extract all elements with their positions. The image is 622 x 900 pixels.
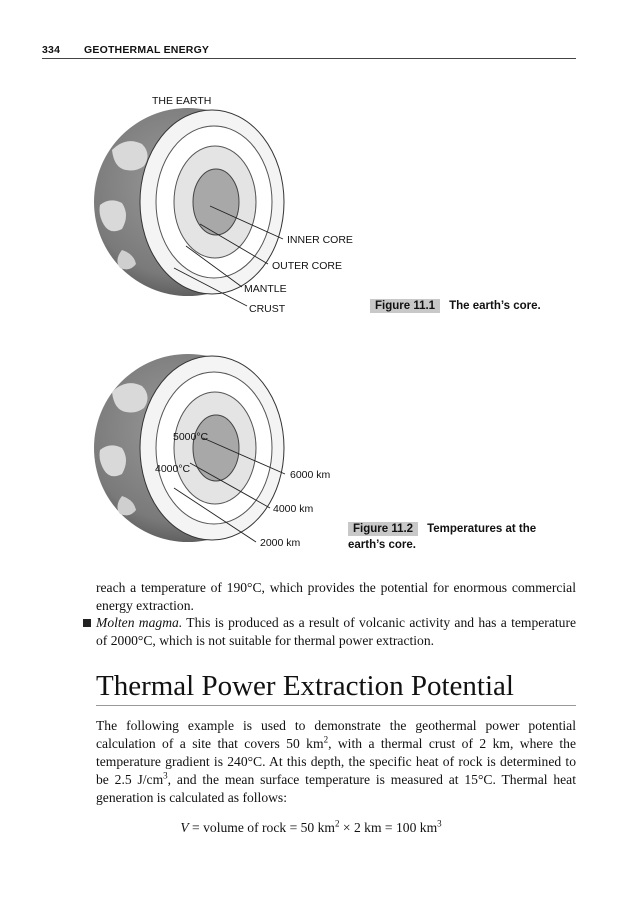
volume-formula bbox=[0, 820, 622, 836]
figure1-caption-text: The earth’s core. bbox=[449, 300, 541, 312]
label-crust: CRUST bbox=[249, 303, 286, 315]
label-depth-4000: 4000 km bbox=[273, 503, 314, 515]
figure1-number: Figure 11.1 bbox=[370, 299, 440, 313]
earth-globe-2 bbox=[94, 354, 284, 542]
chapter-title: GEOTHERMAL ENERGY bbox=[84, 44, 210, 56]
earth-globe-1 bbox=[94, 108, 284, 296]
label-temp-5000: 5000°C bbox=[173, 431, 209, 443]
intro-text-1: The following example is used to demonstrate the geothermal power potential calculation of a site that covers 50 km bbox=[96, 718, 576, 751]
figure2-number: Figure 11.2 bbox=[348, 522, 418, 536]
label-depth-6000: 6000 km bbox=[290, 469, 331, 481]
formula-sup-2: 3 bbox=[437, 818, 442, 829]
figure2-caption-line2: earth’s core. bbox=[348, 539, 416, 551]
label-depth-2000: 2000 km bbox=[260, 537, 301, 549]
formula-sup-1: 2 bbox=[335, 818, 340, 829]
intro-text-2: , with a thermal crust of 2 km, where the temperature gradient is 240°C. At this depth, the specific heat of rock is determined to be 2.5 J/cm bbox=[96, 736, 576, 787]
label-temp-4000: 4000°C bbox=[155, 463, 191, 475]
intro-sup-1: 2 bbox=[323, 734, 329, 745]
formula-text-1: = volume of rock = 50 km bbox=[188, 820, 335, 835]
label-mantle: MANTLE bbox=[244, 283, 287, 295]
intro-text-3: , and the mean surface temperature is measured at 15°C. Thermal heat generation is calculated as follows: bbox=[96, 772, 576, 805]
label-outer-core: OUTER CORE bbox=[272, 260, 343, 272]
bullet-term: Molten magma. bbox=[96, 615, 183, 630]
label-inner-core: INNER CORE bbox=[287, 234, 353, 246]
bullet-square-icon bbox=[83, 619, 91, 627]
bullet-molten-magma bbox=[96, 614, 576, 650]
figure2-caption bbox=[348, 521, 536, 553]
section-heading: Thermal Power Extraction Potential bbox=[96, 668, 576, 706]
figure2-caption-line1: Temperatures at the bbox=[427, 523, 537, 535]
page-number: 334 bbox=[42, 44, 61, 56]
formula-variable: V bbox=[180, 820, 189, 835]
paragraph-continued: reach a temperature of 190°C, which provides the potential for enormous commercial energy extraction. bbox=[96, 580, 576, 613]
bullet-text: This is produced as a result of volcanic activity and has a temperature of 2000°C, which is not suitable for thermal power extraction. bbox=[96, 615, 577, 648]
intro-sup-2: 3 bbox=[163, 770, 168, 781]
figure1-caption bbox=[370, 300, 541, 312]
figure1-title: THE EARTH bbox=[152, 95, 212, 107]
intro-paragraph bbox=[96, 717, 576, 807]
formula-text-2: × 2 km = 100 km bbox=[339, 820, 438, 835]
